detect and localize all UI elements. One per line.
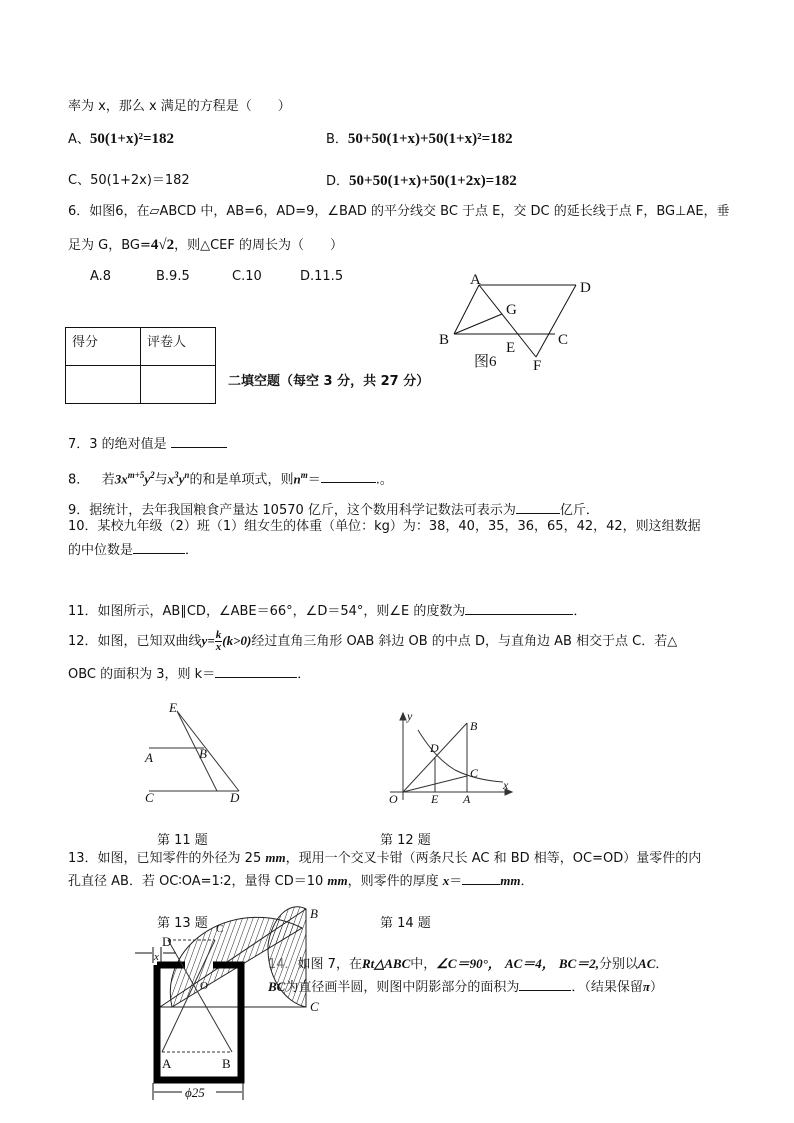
- q5-option-c: C、50(1+2x)＝182: [68, 173, 190, 188]
- q6-line2: 足为 G，BG=4√2，则△CEF 的周长为（ ）: [68, 237, 344, 253]
- segment-ed: [177, 711, 239, 791]
- q14-line1: 14．如图 7，在Rt△ABC中，∠C＝90°， AC＝4， BC＝2,分别以AC．: [268, 956, 669, 972]
- q11: 11．如图所示，AB∥CD，∠ABE＝66°，∠D＝54°，则∠E 的度数为 ．: [68, 600, 586, 621]
- label-x13: x: [154, 951, 159, 963]
- figure-6: [430, 272, 610, 372]
- label-b: B: [199, 746, 207, 761]
- label-f: F: [533, 358, 542, 372]
- figure-13-caption: 第 13 题: [157, 916, 208, 931]
- label-a: A: [463, 792, 471, 805]
- q13-line1: 13．如图，已知零件的外径为 25 mm，现用一个交叉卡钳（两条尺长 AC 和 BD 相等，OC=OD）量零件的内: [68, 850, 702, 866]
- label-d: D: [580, 280, 591, 296]
- y-axis-arrow: [400, 713, 406, 720]
- q11-answer-blank[interactable]: [465, 600, 573, 615]
- segment-ab: [454, 285, 479, 334]
- q13-answer-blank[interactable]: [462, 870, 500, 885]
- figure-12: [385, 710, 515, 805]
- score-table: [65, 327, 216, 404]
- score-header: 得分: [66, 328, 141, 366]
- label-c: C: [470, 766, 479, 780]
- label-a13: A: [162, 1056, 172, 1071]
- q7: 7．3 的绝对值是: [68, 433, 227, 454]
- label-e: E: [506, 340, 516, 356]
- label-x: x: [503, 778, 509, 792]
- label-b: B: [439, 332, 450, 348]
- hyperbola-curve: [418, 730, 503, 782]
- label-b: B: [470, 719, 478, 733]
- label-c: C: [558, 332, 569, 348]
- score-cell[interactable]: [66, 366, 141, 404]
- q9-answer-blank[interactable]: [516, 499, 560, 514]
- figure-6-caption: 图6: [474, 354, 497, 370]
- q12-line1: 12．如图，已知双曲线y= $\frac{k}{x}$ (k>0)经过直角三角形 OAB 斜边 OB 的中点 D，与直角边 AB 相交于点 C．若△: [68, 629, 678, 653]
- label-d13: D: [162, 934, 172, 949]
- label-c14: C: [310, 999, 319, 1014]
- label-d: D: [430, 741, 439, 755]
- q10-answer-blank[interactable]: [133, 539, 185, 554]
- q8-answer-blank[interactable]: [321, 468, 376, 483]
- grader-header: 评卷人: [141, 328, 216, 366]
- q10-line2: 的中位数是 ．: [68, 539, 198, 560]
- segment-df: [536, 285, 576, 357]
- figure-11-caption: 第 11 题: [157, 833, 208, 848]
- segment-bg: [454, 314, 502, 334]
- label-a: A: [470, 272, 481, 288]
- q5-stem: 率为 x，那么 x 满足的方程是（ ）: [68, 99, 291, 114]
- label-e: E: [169, 700, 177, 715]
- label-y: y: [407, 710, 413, 723]
- q6-option-b: B.9.5: [156, 269, 190, 284]
- label-a: A: [145, 750, 153, 765]
- q8: 8． 若$3x^{m+5}y^2$与$x^3y^n$的和是单项式，则$n^m=$ .。: [68, 470, 393, 488]
- label-c: C: [145, 790, 154, 805]
- q12-line2: OBC 的面积为 3，则 k＝ ．: [68, 663, 310, 684]
- q12-answer-blank[interactable]: [215, 663, 297, 678]
- q6-line1: 6．如图6，在▱ABCD 中，AB=6，AD=9，∠BAD 的平分线交 BC 于点 E，交 DC 的延长线于点 F，BG⊥AE，垂: [68, 204, 730, 219]
- figure-13-14: [130, 905, 330, 1105]
- q9: 9．据统计，去年我国粮食产量达 10570 亿斤，这个数用科学记数法可表示为 亿斤．: [68, 499, 599, 520]
- grader-cell[interactable]: [141, 366, 216, 404]
- q13-line2: 孔直径 AB．若 OC∶OA=1∶2，量得 CD＝10 mm，则零件的厚度 x＝ mm．: [68, 870, 534, 891]
- label-o: O: [389, 792, 398, 805]
- label-o13: O: [200, 980, 208, 992]
- q5-option-b: B．50+50(1+x)+50(1+x)²=182: [326, 131, 513, 147]
- q6-option-a: A.8: [90, 269, 112, 284]
- segment-e-line: [177, 711, 217, 791]
- q6-option-c: C.10: [232, 269, 262, 284]
- label-g: G: [506, 302, 517, 318]
- label-d: D: [230, 790, 240, 805]
- fraction-k-over-x: $\frac{k}{x}$: [215, 629, 222, 653]
- q10-line1: 10．某校九年级（2）班（1）组女生的体重（单位：kg）为：38，40，35，36，65，42，42，则这组数据: [68, 519, 701, 534]
- label-b14: B: [310, 906, 318, 921]
- figure-11: [135, 700, 255, 810]
- q14-answer-blank[interactable]: [519, 976, 571, 991]
- label-e: E: [431, 792, 439, 805]
- label-c13: C: [216, 923, 224, 935]
- q14-line2: BC为直径画半圆，则图中阴影部分的面积为 ．（结果保留π）: [268, 976, 663, 997]
- figure-12-caption: 第 12 题: [380, 833, 431, 848]
- q5-option-d: D．50+50(1+x)+50(1+2x)=182: [326, 173, 517, 189]
- q6-option-d: D.11.5: [300, 269, 344, 284]
- q5-option-a: A、50(1+x)²=182: [68, 131, 174, 147]
- label-b13: B: [222, 1056, 231, 1071]
- section-2-title: 二填空题（每空 3 分，共 27 分）: [228, 374, 430, 389]
- diameter-label: ϕ25: [185, 1085, 205, 1100]
- q7-answer-blank[interactable]: [171, 433, 227, 448]
- figure-14-caption: 第 14 题: [380, 916, 431, 931]
